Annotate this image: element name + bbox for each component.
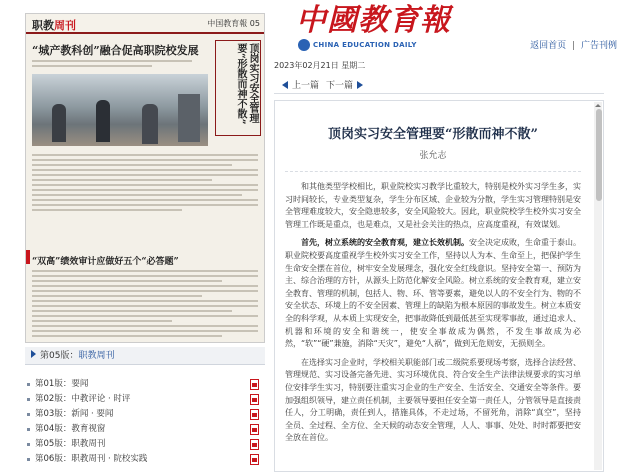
newspaper-page-preview[interactable] xyxy=(25,13,265,343)
page-list-item[interactable]: 第04版：教育视窗 xyxy=(25,422,265,437)
logo-english: CHINA EDUCATION DAILY xyxy=(313,41,417,49)
link-separator: | xyxy=(572,41,576,51)
article-paragraph: 首先，树立系统的安全教育观，建立长效机制。安全决定成败，生命重于泰山。职业院校要高度重视学生校外实习安全工作，坚持以人为本、生命至上，把保护学生生命安全摆在首位，树牢安全发展理念，强化安全红线意识。坚持安全第一、预防为主、综合治理的方针，从源头上防范化解安全风险。树立系统的安全教育观，建立安全教育、管理的机制，包括人、物、环、管等要素，避免以人的不安全行为、物的不安全状态、环境上的不安全因素、管理上的缺陷为根本原因的事故发生。树立本质安全的科学观，从本质上实现安全，把事故降低到最低甚至实现零事故，通过追求人、机器和环境的安全和谐统一，使安全事故成为偶然，不发生事故成为必然，“软”“硬”兼施，消除“天灾”，避免“人祸”，做到无危则安，无损则全。 xyxy=(285,238,581,349)
site-logo[interactable] xyxy=(296,3,451,52)
logo-english-row xyxy=(298,39,422,51)
page-list-item[interactable]: 第02版：中教评论 · 时评 xyxy=(25,392,265,407)
prev-article-button[interactable]: 上一篇 xyxy=(282,78,319,91)
page-list-item[interactable]: 第05版：职教周刊 xyxy=(25,437,265,452)
preview-vertical-headline[interactable]: 顶岗实习安全管理要“形散而神不散” xyxy=(215,40,261,136)
page-list-item[interactable]: 第01版：要闻 xyxy=(25,377,265,392)
preview-photo xyxy=(32,74,208,146)
preview-headline-2[interactable]: “双高”绩效审计应做好五个“必答题” xyxy=(32,257,179,267)
scrollbar-thumb[interactable] xyxy=(596,109,602,201)
article-content xyxy=(274,100,604,472)
preview-body-lines xyxy=(32,154,258,214)
article-body xyxy=(285,181,581,451)
triangle-right-icon xyxy=(31,350,36,358)
divider xyxy=(285,171,581,172)
scroll-up-icon[interactable] xyxy=(594,102,602,109)
preview-headline[interactable]: “城产教科创”融合促高职院校发展 xyxy=(32,44,199,57)
current-page-prefix: 第05版： xyxy=(40,351,79,361)
page-list-item[interactable]: 第06版：职教周刊 · 院校实践 xyxy=(25,452,265,467)
back-home-link[interactable]: 返回首页 xyxy=(530,41,567,51)
logo-chinese: 中國教育報 xyxy=(296,3,451,38)
preview-masthead xyxy=(26,14,264,34)
issue-date: 2023年02月21日 星期二 xyxy=(274,61,366,70)
article-nav xyxy=(274,72,604,94)
preview-brand: 职教周刊 xyxy=(32,19,76,32)
left-panel xyxy=(22,13,267,472)
current-page-name[interactable]: 职教周刊 xyxy=(78,351,115,361)
globe-icon xyxy=(298,39,310,51)
pdf-icon[interactable] xyxy=(250,439,259,450)
page-list-item[interactable]: 第03版：新闻 · 要闻 xyxy=(25,407,265,422)
arrow-right-icon xyxy=(357,81,363,89)
next-article-button[interactable]: 下一篇 xyxy=(326,78,363,91)
page-list xyxy=(25,377,265,467)
article-author: 张允志 xyxy=(419,151,447,161)
pdf-icon[interactable] xyxy=(250,409,259,420)
preview-body-lines-2 xyxy=(32,270,258,340)
pdf-icon[interactable] xyxy=(250,379,259,390)
article-paragraph: 和其他类型学校相比，职业院校实习教学比重较大，特别是校外实习学生多，实习时间较长，专业类型复杂，学生分布区域、企业较为分散，学生实习管理特别是安全管理难度较大，安全隐患较多，安全风险较大。因此，职业院校学生校外实习安全管理工作既是重点，也是难点，又是社会关注的热点，应高度重视，有效谋划。 xyxy=(285,182,581,229)
ad-rates-link[interactable]: 广告刊例 xyxy=(580,41,617,51)
pdf-icon[interactable] xyxy=(250,394,259,405)
pdf-icon[interactable] xyxy=(250,454,259,465)
right-panel xyxy=(272,60,626,472)
preview-red-bar xyxy=(26,250,30,264)
article-paragraph: 在选择实习企业时，学校相关职能部门或二级院系要现场考察，选择合法经营、管理规范、实习设备完备先进、实习环境优良、符合安全生产法律法规要求的实习单位安排学生实习，特别要注重实习企业的生产安全、生活安全、交通安全等条件。要加强组织领导，建立责任机制，主要领导要担任安全第一责任人，分管领导是直接责任人，分工明确，责任到人，措施具体，不走过场，不留死角，消除“真空”，坚持全员、全过程、全方位、全天候的动态安全管理，人人、事事、处处、时时都要把安全放在首位。 xyxy=(285,357,581,443)
current-page-bar xyxy=(25,347,265,365)
top-links xyxy=(530,38,617,51)
arrow-left-icon xyxy=(282,81,288,89)
preview-page-label: 中国教育報 05 xyxy=(207,19,260,28)
pdf-icon[interactable] xyxy=(250,424,259,435)
article-title: 顶岗实习安全管理要“形散而神不散” xyxy=(328,127,538,142)
